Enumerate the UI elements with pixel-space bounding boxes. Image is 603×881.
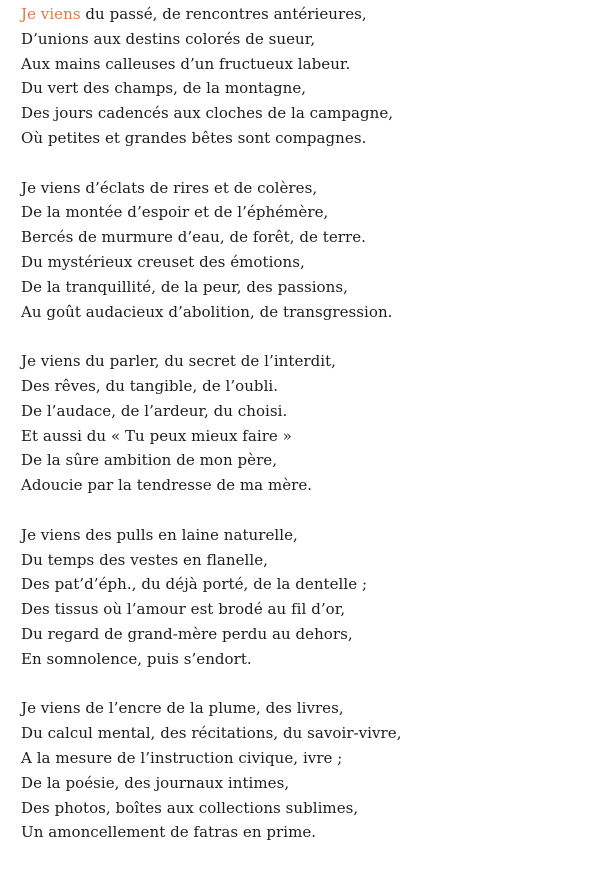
poem-line: Au goût audacieux d’abolition, de transgression. xyxy=(21,302,393,321)
poem-line: Des tissus où l’amour est brodé au fil d’or, xyxy=(21,600,346,619)
poem-text xyxy=(21,2,596,870)
stanza-2 xyxy=(21,176,596,325)
poem-line: De l’audace, de l’ardeur, du choisi. xyxy=(21,401,288,420)
poem-line: De la sûre ambition de mon père, xyxy=(21,451,278,470)
poem-line: Je viens du parler, du secret de l’interdit, xyxy=(21,352,337,371)
poem-line: Où petites et grandes bêtes sont compagnes. xyxy=(21,128,367,147)
poem-line: Des pat’d’éph., du déjà porté, de la dentelle ; xyxy=(21,575,368,594)
poem-line: Un amoncellement de fatras en prime. xyxy=(21,823,317,842)
poem-line: Des photos, boîtes aux collections sublimes, xyxy=(21,798,359,817)
poem-line: Du vert des champs, de la montagne, xyxy=(21,79,307,98)
stanza-1 xyxy=(21,2,596,151)
poem-line: Des rêves, du tangible, de l’oubli. xyxy=(21,376,279,395)
poem-line: Du mystérieux creuset des émotions, xyxy=(21,252,305,271)
poem-line: A la mesure de l’instruction civique, ivre ; xyxy=(21,748,343,767)
poem-line: Du temps des vestes en flanelle, xyxy=(21,550,268,569)
poem-line: D’unions aux destins colorés de sueur, xyxy=(21,29,316,48)
poem-line: Aux mains calleuses d’un fructueux labeur. xyxy=(21,54,351,73)
poem-line: Du calcul mental, des récitations, du savoir-vivre, xyxy=(21,724,402,743)
poem-line: Bercés de murmure d’eau, de forêt, de terre. xyxy=(21,228,366,247)
poem-line: Et aussi du « Tu peux mieux faire » xyxy=(21,426,292,445)
opening-line-rest: du passé, de rencontres antérieures, xyxy=(80,5,367,23)
stanza-5 xyxy=(21,696,596,845)
poem-line: En somnolence, puis s’endort. xyxy=(21,649,252,668)
highlighted-opening: Je viens xyxy=(21,5,81,23)
poem-line: Je viens d’éclats de rires et de colères, xyxy=(21,178,318,197)
poem-line: Des jours cadencés aux cloches de la campagne, xyxy=(21,104,394,123)
stanza-3 xyxy=(21,349,596,498)
poem-line: De la montée d’espoir et de l’éphémère, xyxy=(21,203,329,222)
poem-line: Je viens de l’encre de la plume, des livres, xyxy=(21,699,344,718)
poem-line xyxy=(21,2,596,27)
poem-line: Adoucie par la tendresse de ma mère. xyxy=(21,476,313,495)
poem-line: Je viens des pulls en laine naturelle, xyxy=(21,525,298,544)
poem-line: De la tranquillité, de la peur, des passions, xyxy=(21,277,348,296)
stanza-4 xyxy=(21,523,596,672)
poem-line: De la poésie, des journaux intimes, xyxy=(21,773,290,792)
poem-line: Du regard de grand-mère perdu au dehors, xyxy=(21,624,353,643)
